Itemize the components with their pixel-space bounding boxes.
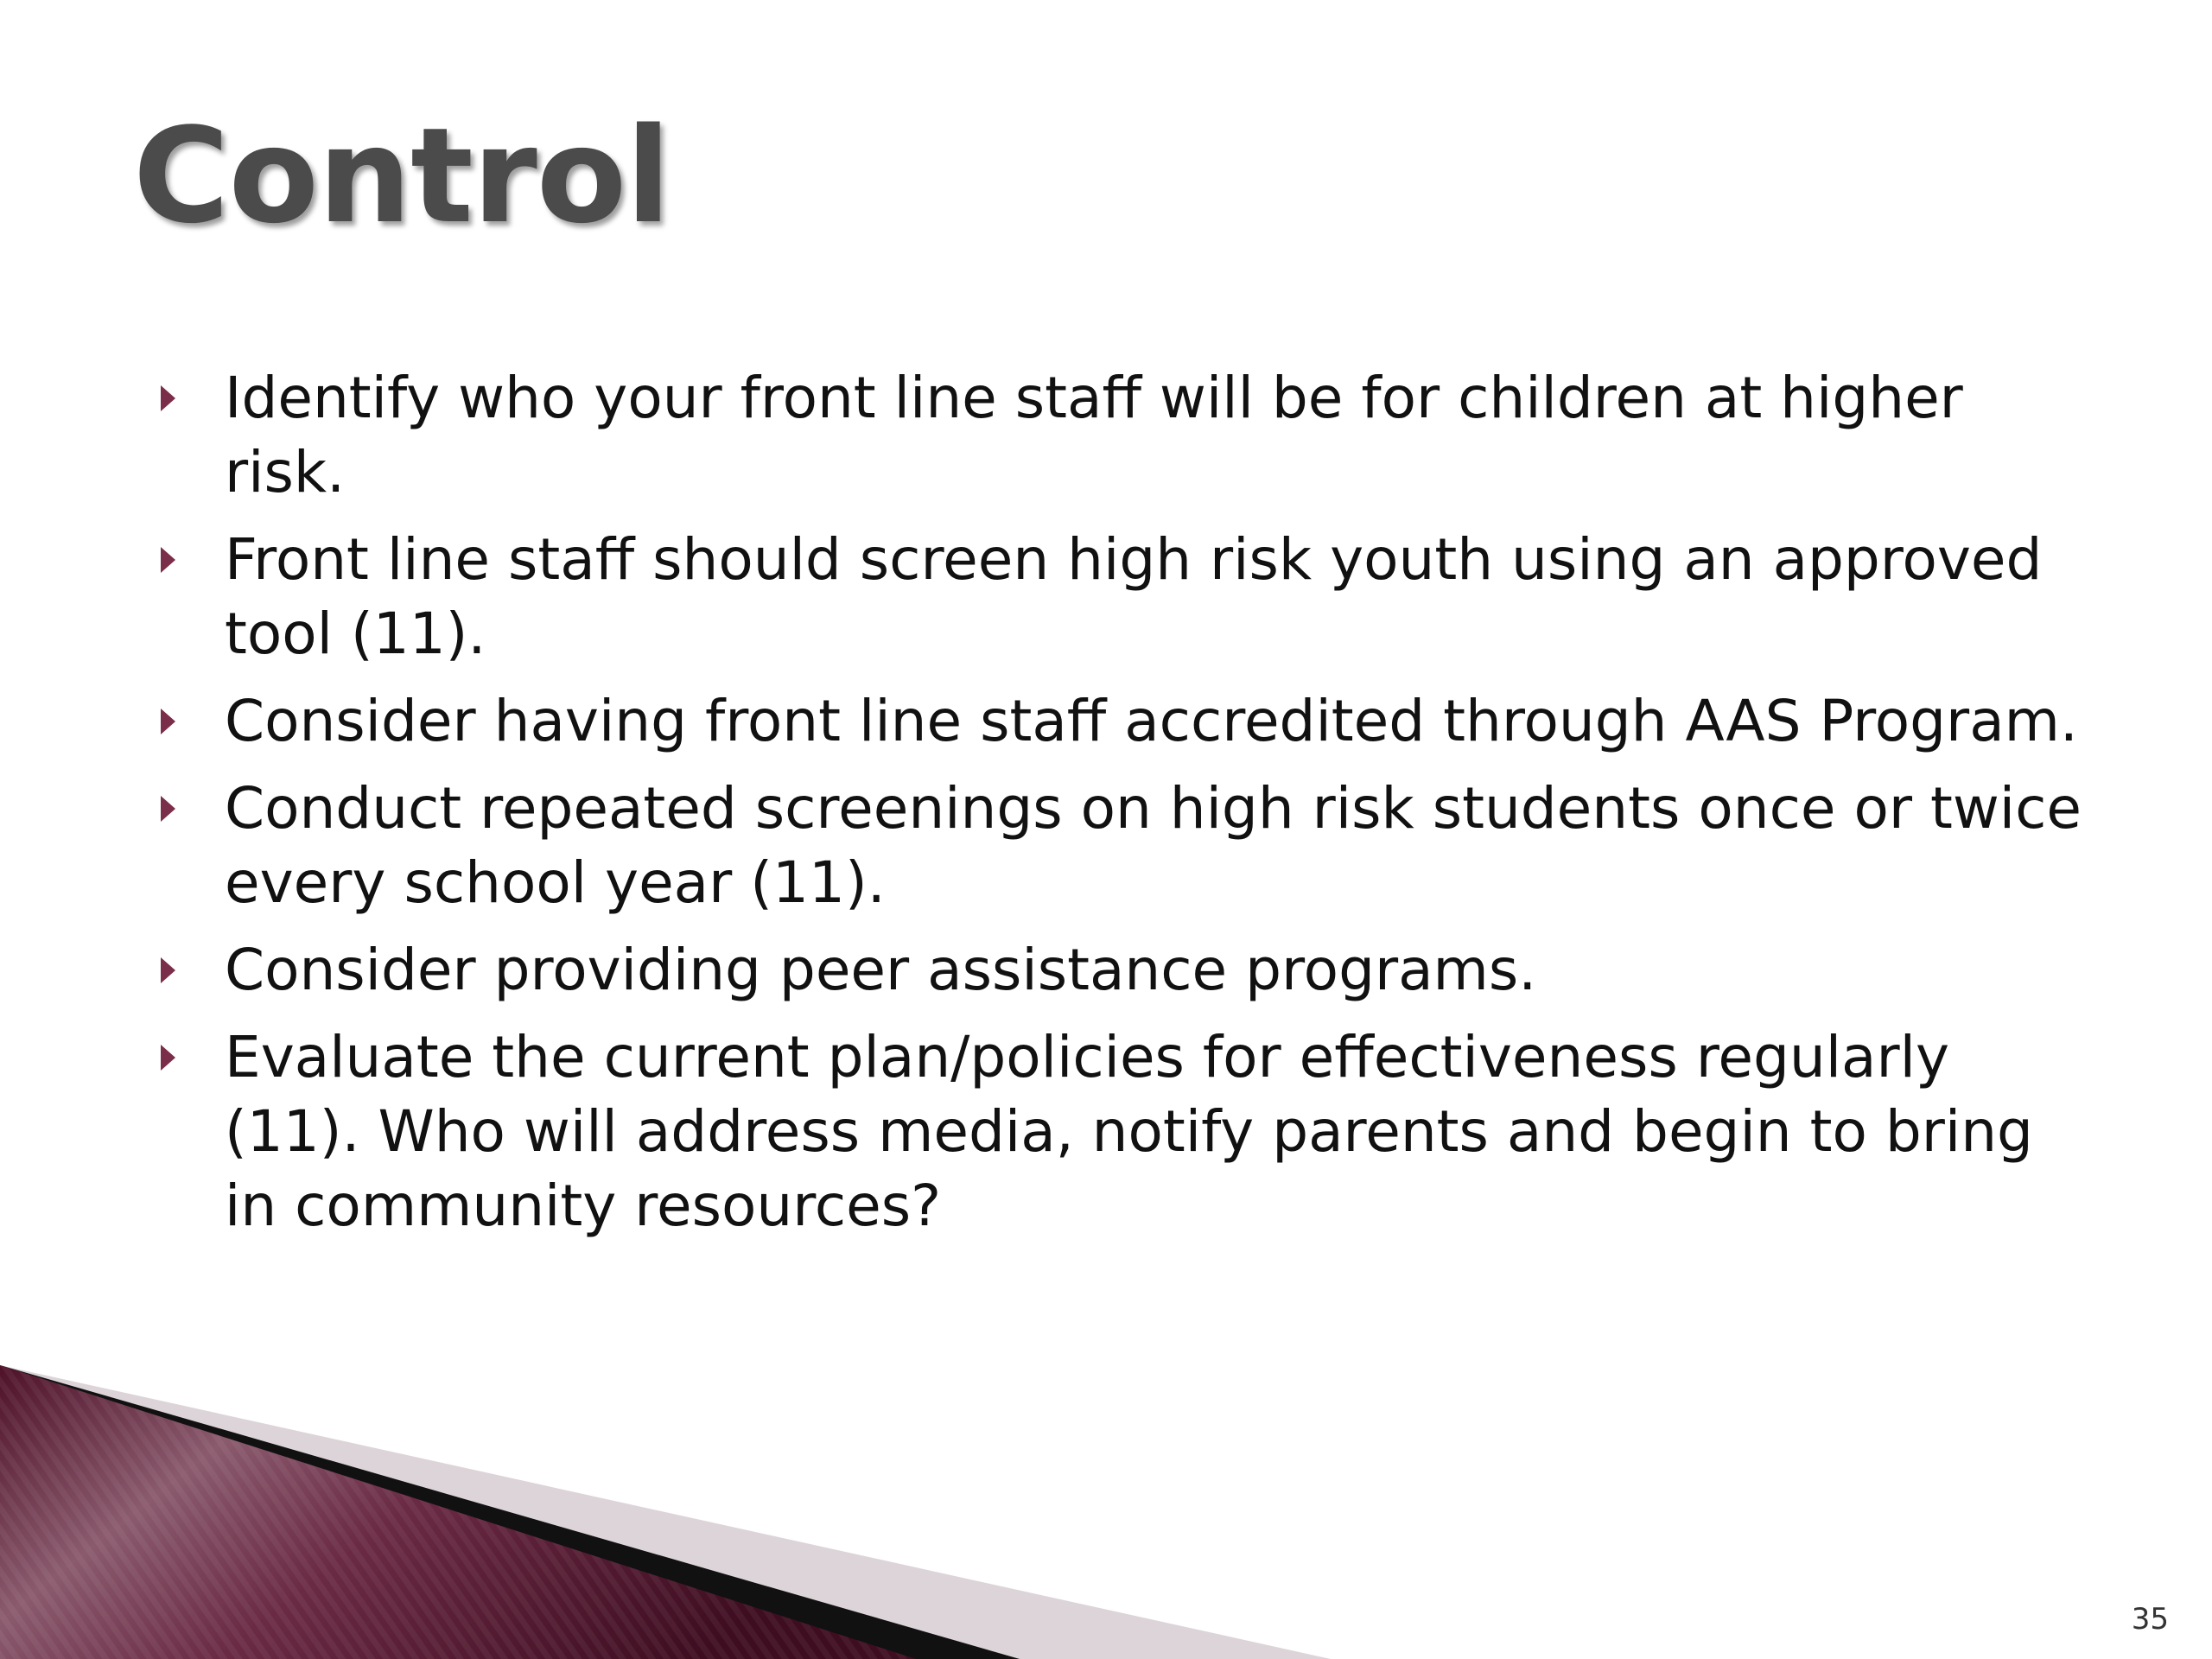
bullet-item (161, 361, 2096, 510)
bullet-text: Identify who your front line staff will be for children at higher risk. (225, 365, 1963, 505)
triangle-bullet-icon (161, 709, 175, 734)
triangle-bullet-icon (161, 385, 175, 411)
triangle-bullet-icon (161, 547, 175, 573)
bullet-item (161, 523, 2096, 671)
bullet-text: Consider providing peer assistance programs. (225, 937, 1537, 1003)
bullet-text: Conduct repeated screenings on high risk students once or twice every school year (11). (225, 775, 2082, 916)
bullet-item (161, 772, 2096, 920)
bullet-text: Front line staff should screen high risk youth using an approved tool (11). (225, 526, 2043, 667)
bullet-list (161, 361, 2096, 1256)
triangle-bullet-icon (161, 1045, 175, 1071)
bullet-text: Consider having front line staff accredited through AAS Program. (225, 688, 2078, 754)
bullet-item (161, 684, 2096, 759)
decorative-wedge (0, 1365, 2212, 1659)
bullet-text: Evaluate the current plan/policies for effectiveness regularly (11). Who will address media, notify parents and begin to bring in community resources? (225, 1024, 2033, 1239)
stripe-overlay (0, 1365, 916, 1659)
bullet-item (161, 933, 2096, 1007)
page-number: 35 (2131, 1602, 2169, 1637)
bullet-item (161, 1020, 2096, 1243)
triangle-bullet-icon (161, 796, 175, 822)
slide-title: Control (133, 99, 671, 252)
triangle-bullet-icon (161, 957, 175, 983)
